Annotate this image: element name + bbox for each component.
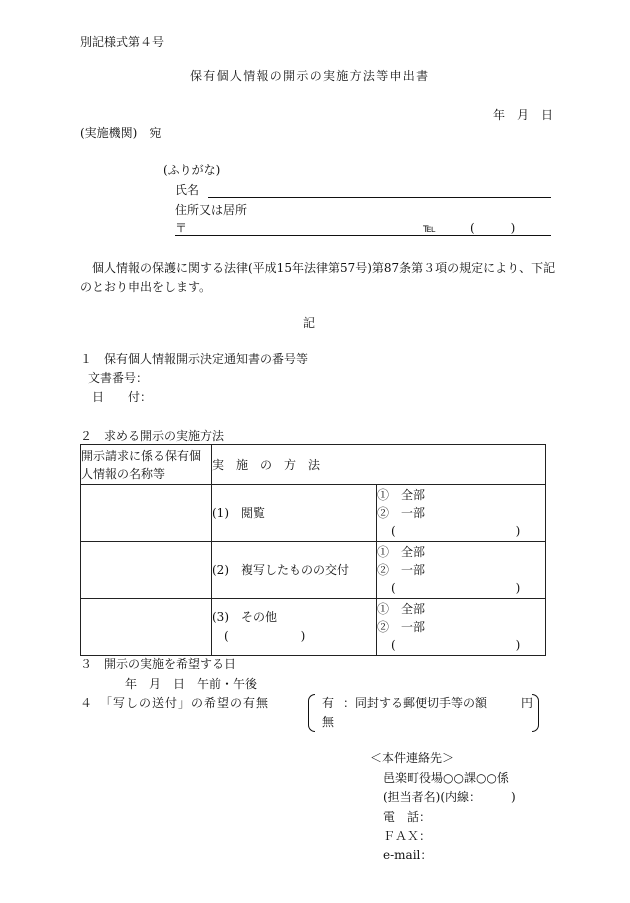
option-part: ② 一部: [377, 620, 426, 634]
preferred-date-line: 年 月 日 午前・午後: [125, 677, 258, 691]
section-1-heading: １ 保有個人情報開示決定通知書の番号等: [80, 352, 309, 366]
option-part-detail: ( ): [391, 524, 521, 538]
contact-fax-label: ＦＡＸ：: [383, 829, 432, 843]
right-brace: [532, 694, 539, 732]
method-label: (3) その他: [212, 610, 277, 624]
postal-mark: 〒: [175, 221, 188, 235]
method-label: (2) 複写したものの交付: [212, 562, 349, 577]
addressee: (実施機関) 宛: [80, 126, 162, 140]
method-cell: [212, 599, 377, 656]
address-underline: [175, 235, 551, 236]
name-underline: [208, 197, 551, 198]
document-name-cell: [81, 485, 212, 542]
notice-date-label: 日 付：: [92, 390, 153, 404]
method-column-header: 実 施 の 方 法: [212, 445, 546, 485]
contact-person: (担当者名)(内線： ): [383, 790, 516, 804]
document-number-label: 文書番号：: [88, 371, 149, 385]
section-2-heading: ２ 求める開示の実施方法: [80, 429, 225, 443]
name-label: 氏名: [175, 183, 200, 197]
section-4-heading: ４ 「写しの送付」の希望の有無: [80, 696, 270, 710]
option-cell: [377, 485, 546, 542]
table-row: [81, 485, 546, 542]
submission-date: 年 月 日: [493, 108, 554, 122]
option-yes: 有: [322, 696, 335, 710]
address-label: 住所又は居所: [175, 203, 248, 217]
method-label: (1) 閲覧: [212, 505, 265, 520]
section-3-heading: ３ 開示の実施を希望する日: [80, 657, 237, 671]
table-row: [81, 542, 546, 599]
contact-heading: ＜本件連絡先＞: [370, 751, 455, 765]
option-part: ② 一部: [377, 563, 426, 577]
document-name-cell: [81, 542, 212, 599]
furigana-label: (ふりがな): [163, 163, 221, 177]
option-part-detail: ( ): [391, 638, 521, 652]
contact-phone-label: 電 話：: [383, 810, 432, 824]
method-other-detail: ( ): [224, 629, 306, 643]
contact-office: 邑楽町役場○○課○○係: [383, 771, 509, 785]
disclosure-method-table: [80, 444, 546, 656]
statement-line-2: のとおり申出をします。: [80, 280, 212, 294]
ki-heading: 記: [303, 316, 316, 330]
option-cell: [377, 599, 546, 656]
stamp-amount-note: ：同封する郵便切手等の額: [343, 696, 488, 710]
table-header-row: [81, 445, 546, 485]
form-number: 別記様式第４号: [80, 35, 165, 49]
option-all: ① 全部: [377, 488, 426, 502]
name-column-header: 開示請求に係る保有個人情報の名称等: [81, 445, 212, 485]
option-all: ① 全部: [377, 602, 426, 616]
option-part: ② 一部: [377, 506, 426, 520]
document-name-cell: [81, 599, 212, 656]
page-title: 保有個人情報の開示の実施方法等申出書: [190, 69, 430, 83]
yen-unit: 円: [521, 696, 534, 710]
tel-mark: ℡: [423, 221, 436, 235]
option-no: 無: [322, 715, 335, 729]
option-part-detail: ( ): [391, 581, 521, 595]
option-all: ① 全部: [377, 545, 426, 559]
method-cell: [212, 485, 377, 542]
table-row: [81, 599, 546, 656]
option-cell: [377, 542, 546, 599]
statement-line-1: 個人情報の保護に関する法律(平成15年法律第57号)第87条第３項の規定により、下記: [92, 261, 556, 275]
left-brace: [308, 694, 315, 732]
tel-paren: ( ): [470, 221, 516, 235]
method-cell: [212, 542, 377, 599]
contact-email-label: e-mail：: [383, 848, 433, 862]
